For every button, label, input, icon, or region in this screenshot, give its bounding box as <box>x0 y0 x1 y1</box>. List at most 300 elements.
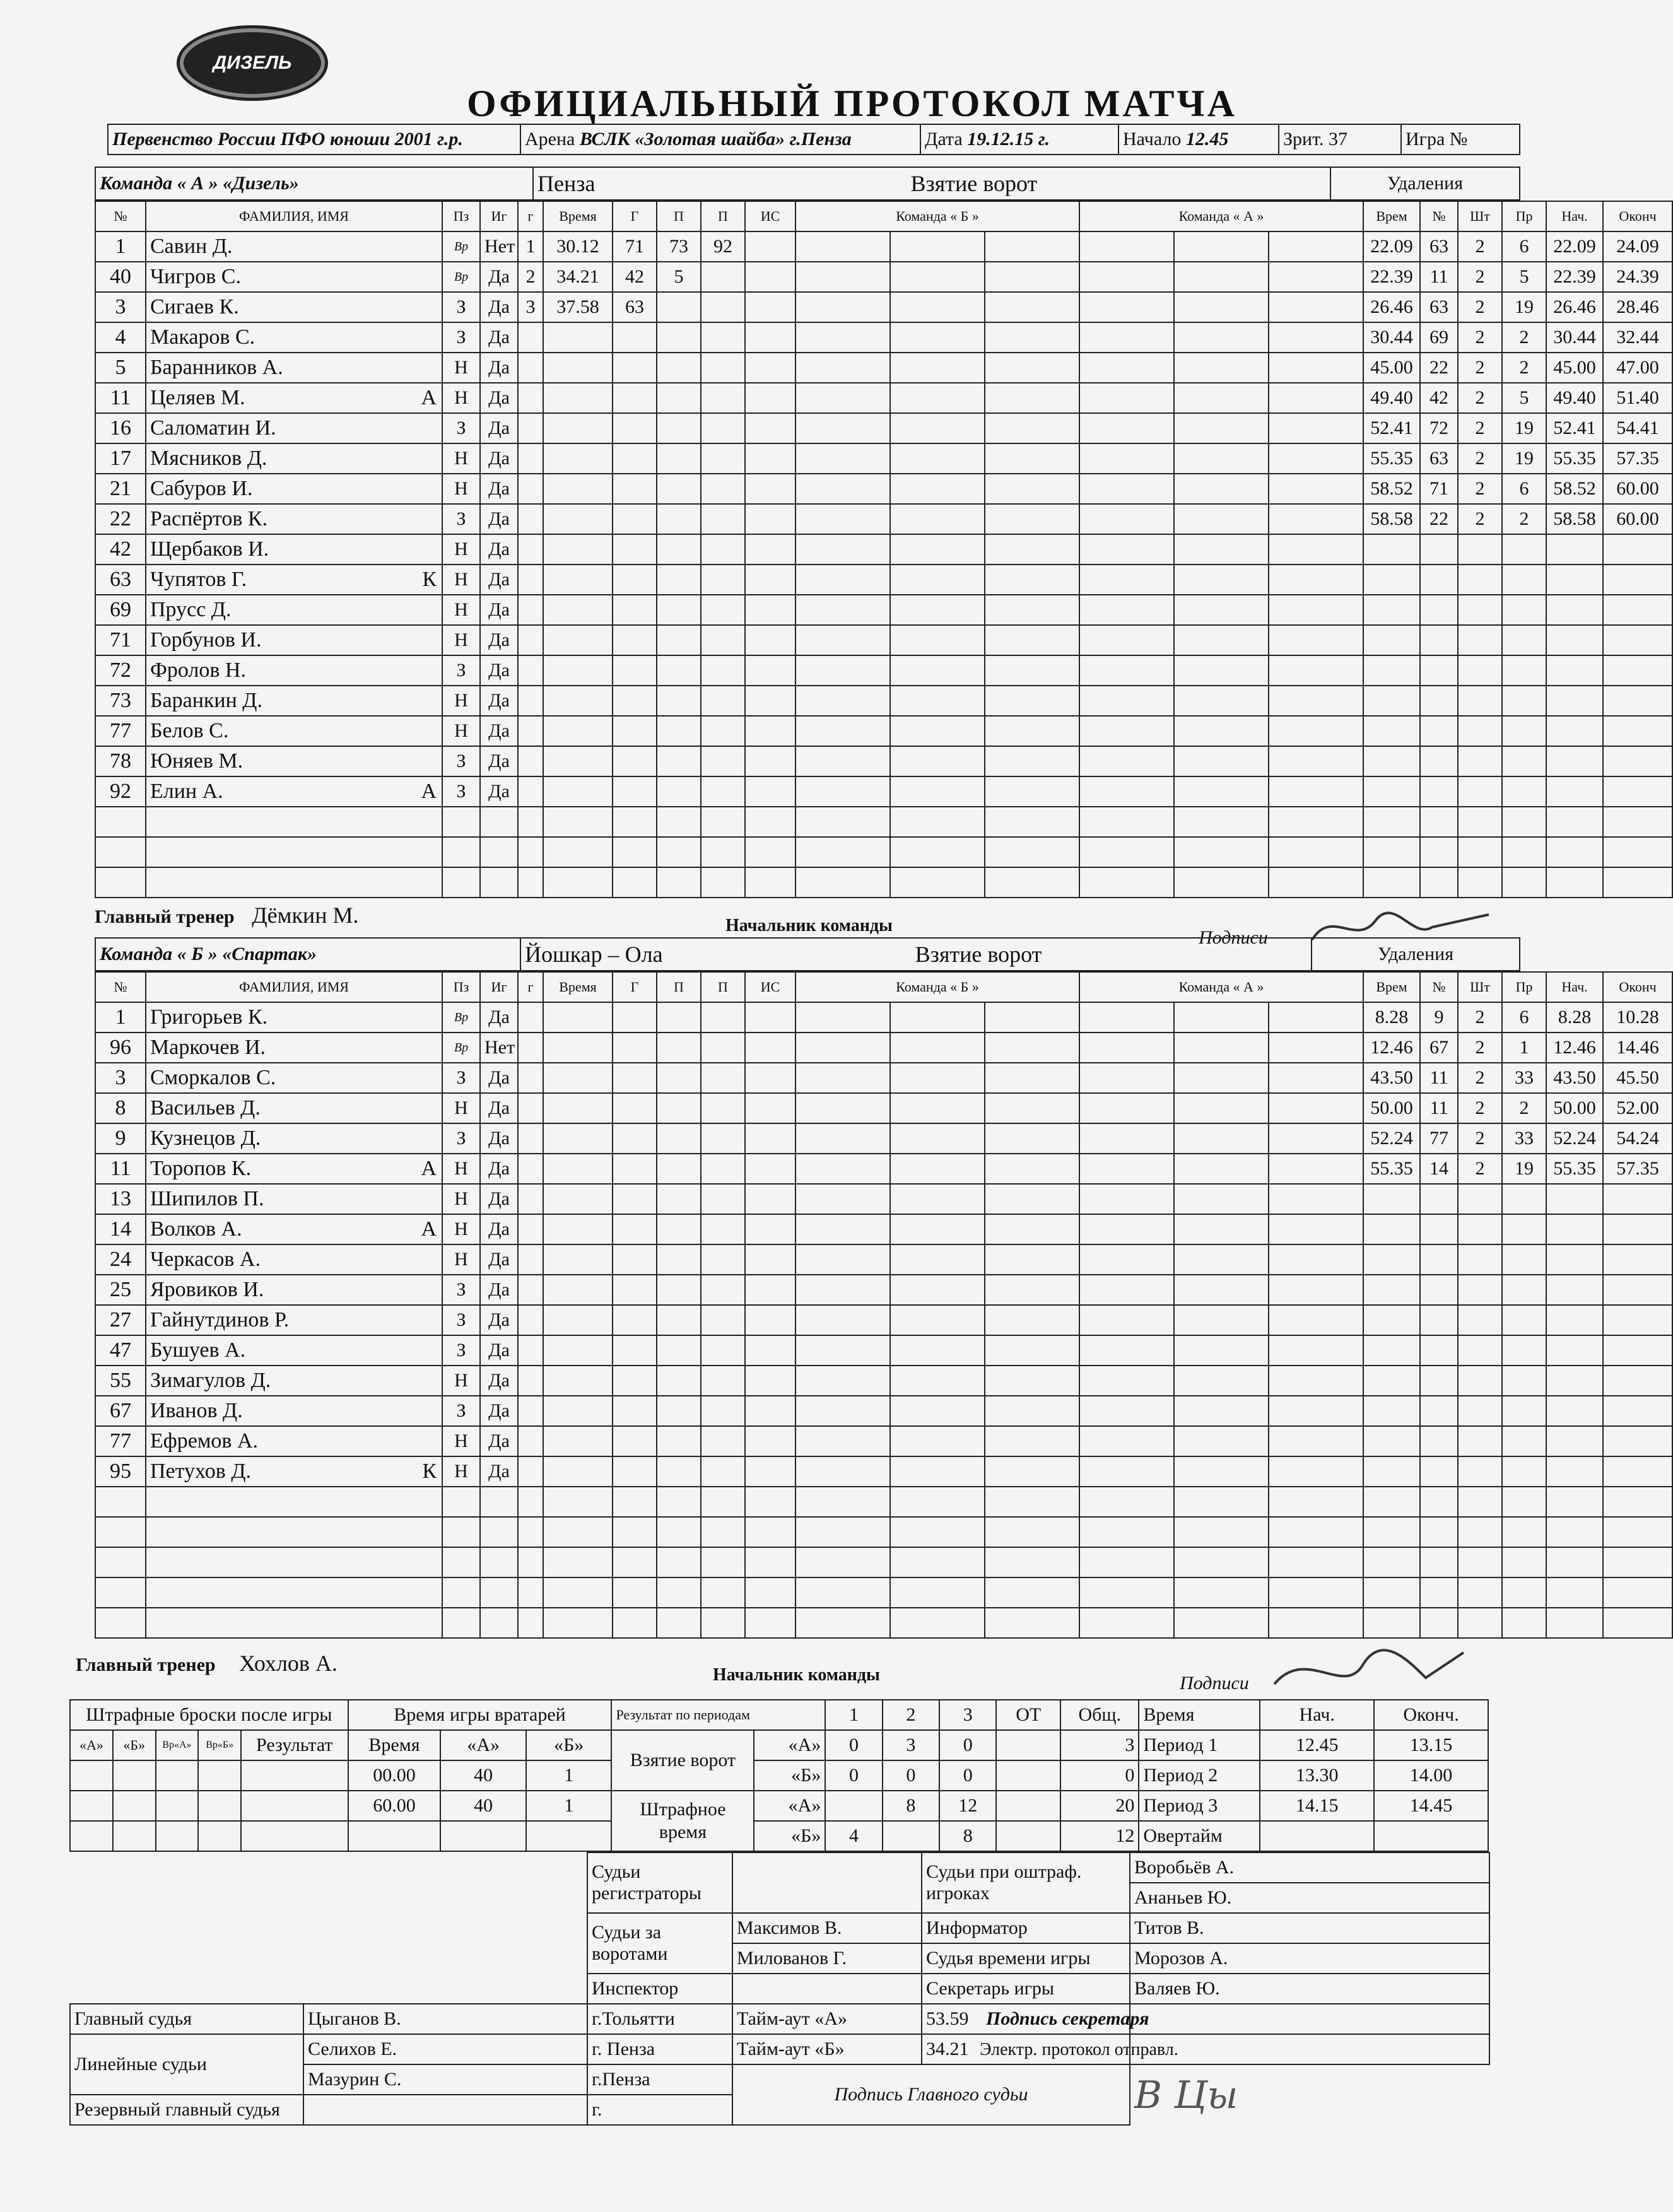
goal-number <box>518 1033 543 1063</box>
penalty-reason <box>1502 1396 1546 1426</box>
goal-grid-cell <box>985 504 1079 534</box>
goal-assist-2 <box>701 292 745 322</box>
col-header: № <box>95 201 146 231</box>
goal-number <box>518 322 543 353</box>
penalty-time <box>1363 1184 1420 1214</box>
player-name: Ефремов А. <box>146 1426 442 1456</box>
player-row <box>95 807 1672 837</box>
goal-grid-cell <box>890 292 985 322</box>
goal-time <box>543 1426 613 1456</box>
penalty-time: 8.28 <box>1363 1002 1420 1033</box>
penalty-time: 26.46 <box>1363 292 1420 322</box>
penalty-end <box>1603 1244 1672 1275</box>
officials-table <box>69 1852 1490 2126</box>
penalty-time <box>1363 1244 1420 1275</box>
goals-b-total: 0 <box>1060 1760 1139 1791</box>
goal-grid-cell <box>1269 1396 1363 1426</box>
goals-label: Взятие ворот <box>611 1730 754 1791</box>
player-played: Да <box>480 1123 518 1154</box>
goal-grid-cell <box>1174 1244 1269 1275</box>
goal-assist-2 <box>701 1093 745 1123</box>
player-row <box>95 776 1672 807</box>
goal-grid-cell <box>795 1577 890 1608</box>
penalty-end <box>1603 1184 1672 1214</box>
player-position: З <box>442 1305 480 1335</box>
penalty-end: 28.46 <box>1603 292 1672 322</box>
goal-assist-1 <box>657 867 701 898</box>
goal-situation <box>745 595 795 625</box>
col-header: П <box>701 972 745 1002</box>
goal-time <box>543 1608 613 1638</box>
player-position <box>442 1547 480 1577</box>
penalty-end <box>1603 1335 1672 1366</box>
player-row <box>95 1244 1672 1275</box>
referee-signature-label: Подпись Главного судьи <box>732 2064 1130 2125</box>
player-played: Да <box>480 686 518 716</box>
goal-grid-cell <box>1174 1577 1269 1608</box>
penalty-start <box>1546 565 1603 595</box>
player-number: 72 <box>95 655 146 686</box>
player-played: Да <box>480 1002 518 1033</box>
player-played: Да <box>480 534 518 565</box>
goal-situation <box>745 807 795 837</box>
goal-grid-cell <box>985 322 1079 353</box>
penalty-reason <box>1502 595 1546 625</box>
goal-scorer <box>613 807 657 837</box>
pim-b-p1: 4 <box>825 1821 882 1851</box>
goal-grid-cell <box>795 353 890 383</box>
goal-grid-cell <box>1079 595 1174 625</box>
goal-grid-cell <box>1079 1214 1174 1244</box>
goal-number <box>518 1426 543 1456</box>
goal-grid-cell <box>795 686 890 716</box>
goal-grid-cell <box>1079 231 1174 262</box>
linesman-2: Мазурин С. <box>303 2064 587 2095</box>
goal-number <box>518 686 543 716</box>
penalty-time <box>1363 1366 1420 1396</box>
penalty-reason: 2 <box>1502 1093 1546 1123</box>
goal-assist-2 <box>701 867 745 898</box>
penalty-player: 22 <box>1420 504 1458 534</box>
penalty-reason: 33 <box>1502 1063 1546 1093</box>
period-col-2: 2 <box>883 1700 939 1730</box>
player-position: Вр <box>442 1033 480 1063</box>
goal-grid-cell <box>795 1335 890 1366</box>
shootout-col-b: «Б» <box>113 1730 156 1760</box>
goal-assist-2 <box>701 353 745 383</box>
penalty-player <box>1420 776 1458 807</box>
player-position <box>442 1517 480 1547</box>
goal-grid-cell <box>1079 1456 1174 1487</box>
penalty-player: 69 <box>1420 322 1458 353</box>
goal-situation <box>745 746 795 776</box>
goal-assist-2 <box>701 1305 745 1335</box>
goal-grid-cell <box>1269 746 1363 776</box>
goal-grid-cell <box>1079 262 1174 292</box>
penalty-start: 52.24 <box>1546 1123 1603 1154</box>
goal-number <box>518 1487 543 1517</box>
goal-number <box>518 776 543 807</box>
goal-assist-1 <box>657 1184 701 1214</box>
informer-label: Информатор <box>922 1913 1130 1943</box>
goal-grid-cell <box>795 534 890 565</box>
goal-grid-cell <box>795 474 890 504</box>
goal-grid-cell <box>1079 534 1174 565</box>
goal-number <box>518 837 543 867</box>
team-b-penalties-label: Удаления <box>1312 938 1520 971</box>
goal-assist-1 <box>657 686 701 716</box>
gk-row1-time: 00.00 <box>348 1760 441 1791</box>
period-3-start: 14.15 <box>1260 1791 1374 1821</box>
player-played: Да <box>480 716 518 746</box>
goal-grid-cell <box>1269 292 1363 322</box>
penalty-start: 30.44 <box>1546 322 1603 353</box>
goal-grid-cell <box>795 1093 890 1123</box>
penalty-time <box>1363 1456 1420 1487</box>
goal-grid-cell <box>985 1002 1079 1033</box>
goal-grid-cell <box>890 231 985 262</box>
goal-grid-cell <box>795 1214 890 1244</box>
goal-scorer <box>613 625 657 655</box>
player-played: Да <box>480 292 518 322</box>
goal-grid-cell <box>1079 322 1174 353</box>
penalty-reason: 33 <box>1502 1123 1546 1154</box>
player-number <box>95 1517 146 1547</box>
goal-grid-cell <box>1174 1063 1269 1093</box>
goal-scorer <box>613 595 657 625</box>
player-number: 22 <box>95 504 146 534</box>
goal-grid-cell <box>795 746 890 776</box>
championship: Первенство России ПФО юноши 2001 г.р. <box>108 124 520 155</box>
goal-time <box>543 534 613 565</box>
goals-b-p3: 0 <box>939 1760 996 1791</box>
penalty-start: 52.41 <box>1546 413 1603 443</box>
penalty-end: 14.46 <box>1603 1033 1672 1063</box>
goal-assist-2 <box>701 1275 745 1305</box>
player-name <box>146 1577 442 1608</box>
goal-scorer <box>613 322 657 353</box>
goal-grid-cell <box>985 534 1079 565</box>
col-header: ИС <box>745 201 795 231</box>
player-name: Васильев Д. <box>146 1093 442 1123</box>
player-row <box>95 383 1672 413</box>
goal-scorer <box>613 504 657 534</box>
goal-grid-cell <box>1174 1456 1269 1487</box>
player-position: Вр <box>442 1002 480 1033</box>
player-name <box>146 807 442 837</box>
goal-assist-1 <box>657 413 701 443</box>
goal-grid-cell <box>890 1366 985 1396</box>
linesmen-label: Линейные судьи <box>70 2034 303 2095</box>
penalty-start <box>1546 686 1603 716</box>
goal-scorer <box>613 746 657 776</box>
goal-grid-cell <box>890 837 985 867</box>
goal-time <box>543 353 613 383</box>
team-b-coach: Хохлов А. <box>239 1651 338 1676</box>
goal-number: 3 <box>518 292 543 322</box>
goal-grid-cell <box>985 1275 1079 1305</box>
goal-scorer <box>613 686 657 716</box>
penalty-time: 43.50 <box>1363 1063 1420 1093</box>
goal-situation <box>745 1123 795 1154</box>
goal-situation <box>745 1033 795 1063</box>
penalty-player: 63 <box>1420 231 1458 262</box>
player-played: Да <box>480 565 518 595</box>
penalty-end <box>1603 1305 1672 1335</box>
goal-grid-cell <box>1269 1033 1363 1063</box>
col-header: П <box>701 201 745 231</box>
penalty-end: 57.35 <box>1603 443 1672 474</box>
goal-grid-cell <box>1079 353 1174 383</box>
goal-assist-2 <box>701 1033 745 1063</box>
registrars-label: Судьи регистраторы <box>587 1852 732 1913</box>
team-a-block <box>95 167 1659 898</box>
player-number: 78 <box>95 746 146 776</box>
goal-grid-cell <box>1269 383 1363 413</box>
goal-scorer: 71 <box>613 231 657 262</box>
goal-situation <box>745 504 795 534</box>
goal-grid-cell <box>795 716 890 746</box>
player-played <box>480 837 518 867</box>
goal-number <box>518 1154 543 1184</box>
goal-assist-1 <box>657 1577 701 1608</box>
goal-grid-cell <box>890 776 985 807</box>
penalty-player <box>1420 1244 1458 1275</box>
player-played: Да <box>480 1244 518 1275</box>
goal-grid-cell <box>795 1456 890 1487</box>
penalty-end <box>1603 837 1672 867</box>
goal-number <box>518 474 543 504</box>
pim-a-ot <box>996 1791 1060 1821</box>
goals-team-a-header: Команда « А » <box>1079 972 1363 1002</box>
penalty-minutes <box>1458 1456 1502 1487</box>
player-name: Горбунов И. <box>146 625 442 655</box>
goal-grid-cell <box>1174 746 1269 776</box>
player-number <box>95 867 146 898</box>
player-number: 95 <box>95 1456 146 1487</box>
player-row <box>95 413 1672 443</box>
goal-grid-cell <box>1079 1547 1174 1577</box>
goal-situation <box>745 1426 795 1456</box>
goal-grid-cell <box>985 746 1079 776</box>
player-number: 77 <box>95 716 146 746</box>
player-number: 3 <box>95 1063 146 1093</box>
period-col-total: Общ. <box>1060 1700 1139 1730</box>
penalty-reason <box>1502 1184 1546 1214</box>
team-a-penalties-label: Удаления <box>1330 167 1520 200</box>
player-position: Н <box>442 625 480 655</box>
penalty-end <box>1603 1396 1672 1426</box>
player-played: Да <box>480 383 518 413</box>
player-name <box>146 1517 442 1547</box>
goal-assist-2 <box>701 1063 745 1093</box>
penalty-col-header: Шт <box>1458 201 1502 231</box>
goal-grid-cell <box>985 776 1079 807</box>
goal-assist-2 <box>701 443 745 474</box>
penalty-reason <box>1502 655 1546 686</box>
informer-name: Титов В. <box>1130 1913 1489 1943</box>
goal-assist-1 <box>657 1456 701 1487</box>
penalty-time <box>1363 776 1420 807</box>
goal-situation <box>745 1456 795 1487</box>
penalty-box-judge-2: Ананьев Ю. <box>1130 1883 1489 1913</box>
goal-time <box>543 322 613 353</box>
penalty-time <box>1363 1335 1420 1366</box>
penalty-player <box>1420 1305 1458 1335</box>
player-position: Н <box>442 595 480 625</box>
penalty-end: 60.00 <box>1603 504 1672 534</box>
col-header: Иг <box>480 201 518 231</box>
penalty-time <box>1363 716 1420 746</box>
start-cell: Начало 12.45 <box>1118 124 1279 155</box>
goal-grid-cell <box>985 1244 1079 1275</box>
penalty-reason <box>1502 625 1546 655</box>
penalty-player <box>1420 686 1458 716</box>
penalty-reason <box>1502 867 1546 898</box>
goal-assist-1 <box>657 1305 701 1335</box>
goal-grid-cell <box>890 1063 985 1093</box>
goal-grid-cell <box>1079 1426 1174 1456</box>
goal-time <box>543 1517 613 1547</box>
date-cell: Дата 19.12.15 г. <box>920 124 1118 155</box>
penalty-start <box>1546 534 1603 565</box>
player-played: Да <box>480 1093 518 1123</box>
goal-grid-cell <box>890 655 985 686</box>
pim-b-p3: 8 <box>939 1821 996 1851</box>
goal-grid-cell <box>1079 1002 1174 1033</box>
penalty-reason: 2 <box>1502 353 1546 383</box>
player-row <box>95 625 1672 655</box>
player-row <box>95 231 1672 262</box>
goal-grid-cell <box>985 1517 1079 1547</box>
goal-grid-cell <box>795 231 890 262</box>
goal-number <box>518 1517 543 1547</box>
goal-grid-cell <box>890 625 985 655</box>
gk-row2-time: 60.00 <box>348 1791 441 1821</box>
goal-grid-cell <box>890 1517 985 1547</box>
goal-grid-cell <box>1269 353 1363 383</box>
penalty-time <box>1363 1608 1420 1638</box>
penalty-reason <box>1502 1547 1546 1577</box>
goal-grid-cell <box>1174 292 1269 322</box>
player-name: Петухов Д. К <box>146 1456 442 1487</box>
player-row <box>95 867 1672 898</box>
goal-grid-cell <box>1079 504 1174 534</box>
timekeeper-label: Судья времени игры <box>922 1943 1130 1974</box>
penalty-reason <box>1502 837 1546 867</box>
goal-assist-1 <box>657 353 701 383</box>
goals-a-p1: 0 <box>825 1730 882 1760</box>
player-row <box>95 1033 1672 1063</box>
penalty-player: 77 <box>1420 1123 1458 1154</box>
goal-grid-cell <box>1174 655 1269 686</box>
goal-assist-1 <box>657 716 701 746</box>
player-name: Савин Д. <box>146 231 442 262</box>
penalty-time: 50.00 <box>1363 1093 1420 1123</box>
goal-assist-2 <box>701 534 745 565</box>
goal-grid-cell <box>890 1123 985 1154</box>
shootout-title: Штрафные броски после игры <box>70 1700 348 1730</box>
player-played <box>480 1547 518 1577</box>
goal-grid-cell <box>1269 1517 1363 1547</box>
goal-grid-cell <box>1269 474 1363 504</box>
goal-number <box>518 1275 543 1305</box>
team-b-coach-row: Главный тренер Хохлов А. <box>76 1651 338 1676</box>
reserve-referee-city: г. <box>587 2095 732 2125</box>
player-played: Да <box>480 625 518 655</box>
penalty-player <box>1420 1456 1458 1487</box>
pim-label: Штрафное время <box>611 1791 754 1851</box>
penalty-start <box>1546 655 1603 686</box>
penalty-start: 26.46 <box>1546 292 1603 322</box>
penalty-col-header: Нач. <box>1546 201 1603 231</box>
player-name: Мясников Д. <box>146 443 442 474</box>
goal-grid-cell <box>985 1214 1079 1244</box>
goal-situation <box>745 1093 795 1123</box>
goal-grid-cell <box>1079 474 1174 504</box>
col-header: Иг <box>480 972 518 1002</box>
goal-grid-cell <box>795 655 890 686</box>
penalty-start <box>1546 1305 1603 1335</box>
player-played <box>480 1517 518 1547</box>
penalty-player: 14 <box>1420 1154 1458 1184</box>
goal-situation <box>745 534 795 565</box>
player-number <box>95 1608 146 1638</box>
penalty-start <box>1546 1426 1603 1456</box>
goal-scorer <box>613 1033 657 1063</box>
player-name: Макаров С. <box>146 322 442 353</box>
penalty-reason <box>1502 1517 1546 1547</box>
player-played: Да <box>480 595 518 625</box>
goal-grid-cell <box>1174 262 1269 292</box>
team-a-coach-row: Главный тренер Дёмкин М. <box>95 903 359 928</box>
penalty-reason <box>1502 1577 1546 1608</box>
goal-grid-cell <box>1269 1426 1363 1456</box>
goal-situation <box>745 565 795 595</box>
goals-b-tag: «Б» <box>754 1760 825 1791</box>
player-row <box>95 504 1672 534</box>
player-position: Н <box>442 565 480 595</box>
goal-grid-cell <box>1079 1366 1174 1396</box>
goal-grid-cell <box>1269 1214 1363 1244</box>
penalty-end <box>1603 534 1672 565</box>
player-row <box>95 1577 1672 1608</box>
player-name: Фролов Н. <box>146 655 442 686</box>
goal-scorer <box>613 1063 657 1093</box>
timeout-a-time: 53.59 Подпись секретаря <box>922 2004 1130 2034</box>
goal-assist-1 <box>657 1002 701 1033</box>
player-row <box>95 1002 1672 1033</box>
goal-number <box>518 504 543 534</box>
goal-situation <box>745 837 795 867</box>
goal-grid-cell <box>1269 322 1363 353</box>
penalty-end <box>1603 1426 1672 1456</box>
penalty-player <box>1420 595 1458 625</box>
goal-time <box>543 1305 613 1335</box>
goal-grid-cell <box>795 383 890 413</box>
player-number <box>95 1487 146 1517</box>
penalty-end <box>1603 1214 1672 1244</box>
player-name: Гайнутдинов Р. <box>146 1305 442 1335</box>
penalty-time: 55.35 <box>1363 1154 1420 1184</box>
player-row <box>95 443 1672 474</box>
goal-grid-cell <box>795 413 890 443</box>
gk-row2-b: 1 <box>526 1791 612 1821</box>
goal-scorer <box>613 1305 657 1335</box>
goal-grid-cell <box>890 504 985 534</box>
goal-scorer: 42 <box>613 262 657 292</box>
penalty-time: 58.52 <box>1363 474 1420 504</box>
